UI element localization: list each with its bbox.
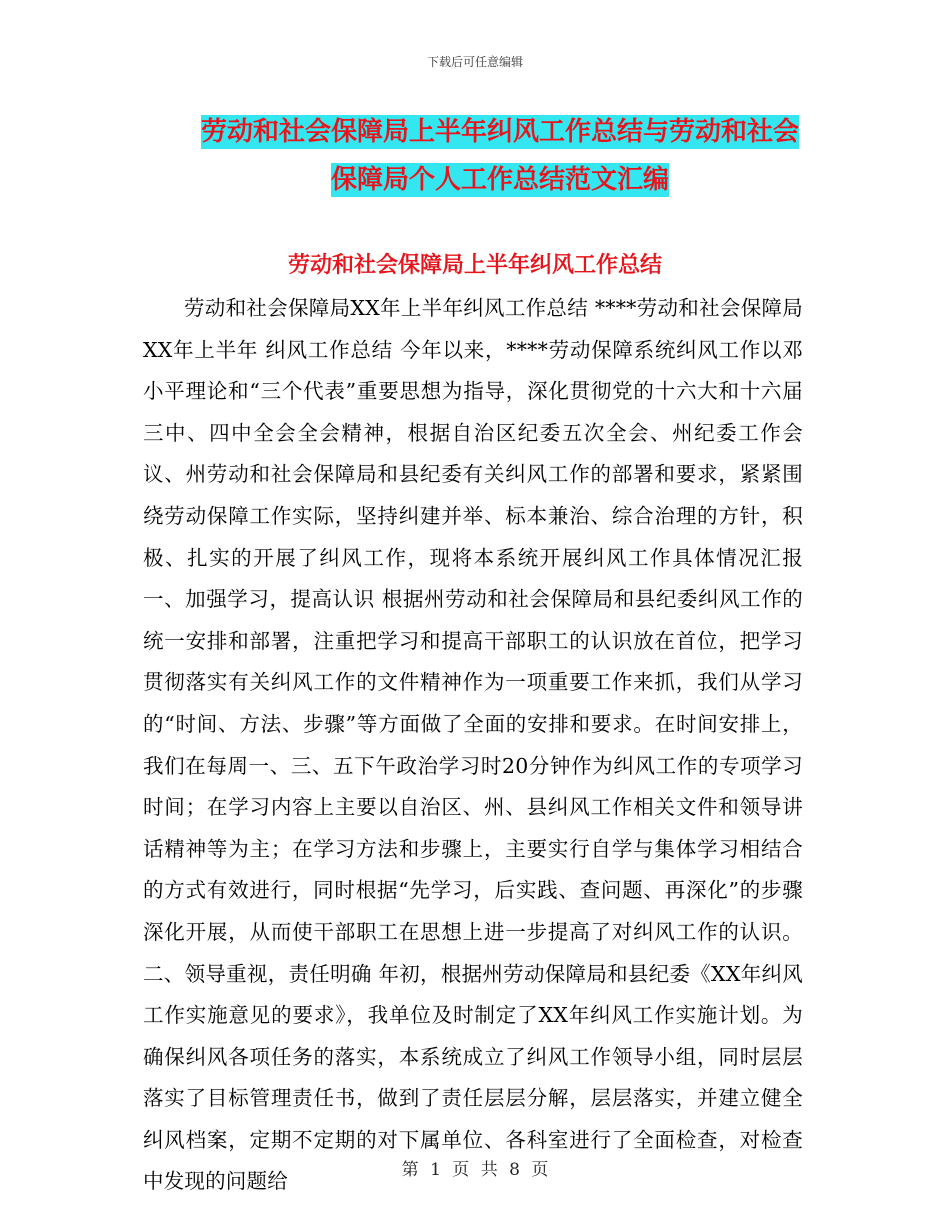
main-title xyxy=(150,108,850,204)
page-footer: 第 1 页 共 8 页 xyxy=(401,1160,549,1180)
main-title-line-2: 保障局个人工作总结范文汇编 xyxy=(330,165,669,195)
section-title: 劳动和社会保障局上半年纠风工作总结 xyxy=(287,252,662,278)
header-note: 下载后可任意编辑 xyxy=(426,55,523,69)
main-title-line-1: 劳动和社会保障局上半年纠风工作总结与劳动和社会 xyxy=(200,117,799,147)
body-paragraph: 劳动和社会保障局XX年上半年纠风工作总结 ****劳动和社会保障局XX年上半年 纠风工作总结 今年以来，****劳动保障系统纠风工作以邓小平理论和“三个代表”重要思想为指导，深化贯彻党的十六大和十六届三中、四中全会全会精神，根据自治区纪委五次全会、州纪委工作会议、州劳动和社会保障局和县纪委有关纠风工作的部署和要求，紧紧围绕劳动保障工作实际，坚持纠建并举、标本兼治、综合治理的方针，积极、扎实的开展了纠风工作，现将本系统开展纠风工作具体情况汇报 一、加强学习，提高认识 根据州劳动和社会保障局和县纪委纠风工作的统一安排和部署，注重把学习和提高干部职工的认识放在首位，把学习贯彻落实有关纠风工作的文件精神作为一项重要工作来抓，我们从学习的“时间、方法、步骤”等方面做了全面的安排和要求。在时间安排上，我们在每周一、三、五下午政治学习时20分钟作为纠风工作的专项学习时间；在学习内容上主要以自治区、州、县纠风工作相关文件和领导讲话精神等为主；在学习方法和步骤上，主要实行自学与集体学习相结合的方式有效进行，同时根据“先学习，后实践、查问题、再深化”的步骤深化开展，从而使干部职工在思想上进一步提高了对纠风工作的认识。 二、领导重视，责任明确 年初，根据州劳动保障局和县纪委《XX年纠风工作实施意见的要求》，我单位及时制定了XX年纠风工作实施计划。为确保纠风各项任务的落实，本系统成立了纠风工作领导小组，同时层层落实了目标管理责任书，做到了责任层层分解，层层落实，并建立健全纠风档案，定期不定期的对下属单位、各科室进行了全面检查，对检查中发现的问题给 xyxy=(143,296,803,1194)
